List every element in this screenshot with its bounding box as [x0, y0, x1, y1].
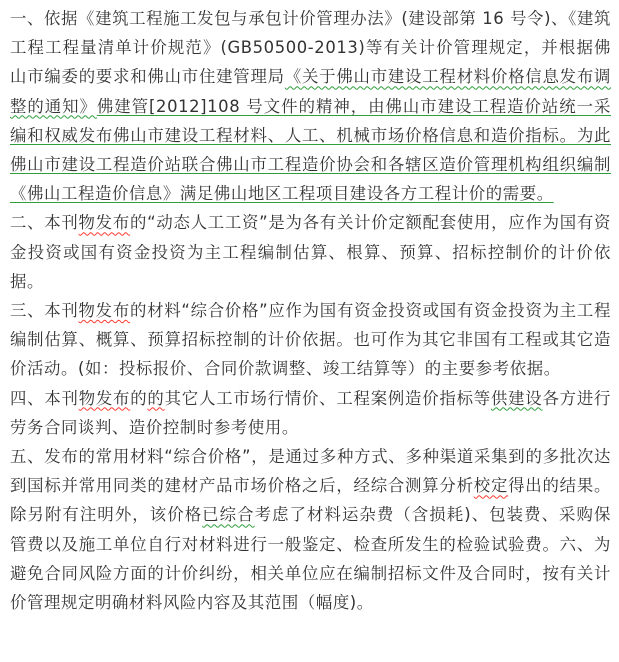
paragraph-1-text-a: 一、依据《建筑工程施工发包与承包计价管理办法》(建设部第 16 号令)、《建筑工程工程量清单计价规范》(GB50500-2013)等有关计价管理规定，并根据佛山市编委的要求和佛山市住建管理局	[10, 9, 611, 87]
spellcheck-mark: 的	[147, 388, 165, 408]
paragraph-3	[10, 296, 611, 384]
paragraph-2-text-b: 的“动态人工工资”是为各有关计价定额配套使用，应作为国有资金投资或国有资金投资为主工程编制估算、根算、预算、招标控制价的计价依据。	[10, 213, 611, 291]
spellcheck-mark: 物发布	[78, 388, 131, 408]
paragraph-3-text-a: 三、本刊	[10, 301, 79, 321]
paragraph-4-text-b: 的	[130, 388, 148, 408]
paragraph-1	[10, 4, 611, 208]
paragraph-5	[10, 442, 611, 617]
grammar-mark: 已综合	[202, 505, 255, 525]
paragraph-5-text-c: 考虑了材料运杂费（含损耗)、包装费、采购保管费以及施工单位自行对材料进行一般鉴定、检查所发生的检验试验费。六、为避免合同风险方面的计价纠纷，相关单位应在编制招标文件及合同时，按有关计价管理规定明确材料风险内容及其范围（幅度)。	[10, 505, 611, 613]
document-number: 佛建管[2012]108 号文件的精神，由佛山市建设工程造价站统一采编和权威发布佛山市建设工程材料、人工、机械市场价格信息和造价指标。为此佛山市建设工程造价站联合佛山市工程造价协会和各辖区造价管理机构组织编制《佛山工程造价信息》满足佛山地区工程项目建设各方工程计价的需要。	[10, 96, 611, 204]
paragraph-4-text-d: 各方进行劳务合同谈判、造价控制时参考使用。	[10, 388, 611, 437]
paragraph-4-text-c: 其它人工市场行情价、工程案例造价指标等	[164, 388, 491, 408]
spellcheck-mark: 物发布	[78, 213, 130, 233]
notice-title-link: 《关于佛山市建设工程材料价格信息发布调整的通知》	[10, 67, 611, 116]
paragraph-5-text-a: 五、发布的常用材料“综合价格”，是通过多种方式、多种渠道采集到的多批次达到国标并常用同类的建材产品市场价格之后，经综合测算分析	[10, 447, 611, 496]
paragraph-5-text-b: 得出的结果。除另附有注明外，该价格	[10, 476, 611, 525]
grammar-mark: 供建设	[490, 388, 543, 408]
spellcheck-mark: 物发布	[78, 301, 130, 321]
paragraph-2-text-a: 二、本刊	[10, 213, 79, 233]
spellcheck-mark: 校定	[473, 476, 509, 496]
paragraph-3-text-b: 的材料“综合价格”应作为国有资金投资或国有资金投资为主工程编制估算、概算、预算招标控制的计价依据。也可作为其它非国有工程或其它造价活动。(如：投标报价、合同价款调整、竣工结算等）的主要参考依据。	[10, 301, 611, 379]
paragraph-4	[10, 384, 611, 442]
paragraph-4-text-a: 四、本刊	[10, 388, 79, 408]
paragraph-2	[10, 208, 611, 296]
